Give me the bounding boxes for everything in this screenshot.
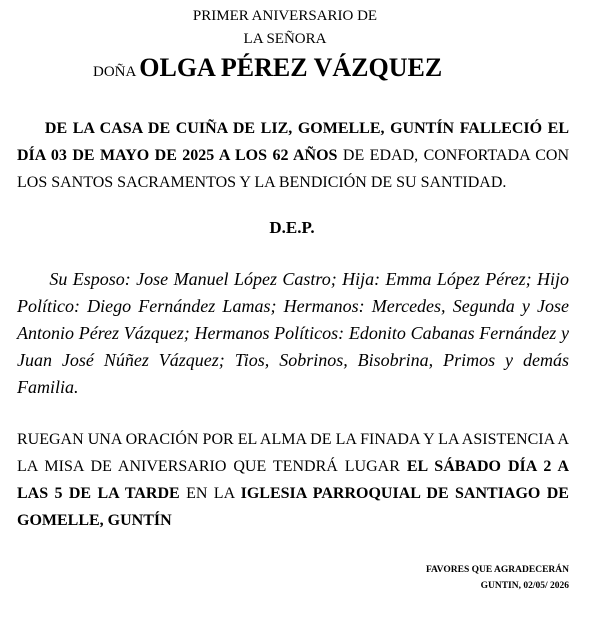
mass-location: IGLESIA PARROQUIAL DE SANTIAGO DE GOMELLE, GUNTÍN <box>17 485 569 529</box>
deceased-name: OLGA PÉREZ VÁZQUEZ <box>139 53 443 82</box>
family-text: Su Esposo: Jose Manuel López Castro; Hija: Emma López Pérez; Hijo Político: Diego Fernández Lamas; Hermanos: Mercedes, Segunda y Jose Antonio Pérez Vázquez; Hermanos Políticos: Edonito Cabanas Fernández y Juan José Núñez Vázquez; Tios, Sobrinos, Bisobrina, Primos y demás Familia. <box>17 269 569 397</box>
footer-place-date: GUNTIN, 02/05/ 2026 <box>480 581 569 591</box>
dep-heading: D.E.P. <box>269 218 315 237</box>
family-paragraph <box>17 266 569 401</box>
request-text-2: EN LA <box>179 485 241 502</box>
intro-paragraph <box>17 115 569 196</box>
name-prefix: DOÑA <box>93 64 140 80</box>
intro-regular-text: DE EDAD, CONFORTADA CON LOS SANTOS SACRAMENTOS Y LA BENDICIÓN DE SU SANTIDAD. <box>17 147 570 191</box>
header-line-2: LA SEÑORA <box>243 31 327 47</box>
request-text-1: RUEGAN UNA ORACIÓN POR EL ALMA DE LA FINADA Y LA ASISTENCIA A LA MISA DE ANIVERSARIO QUE TENDRÁ LUGAR <box>17 431 569 475</box>
request-paragraph <box>17 426 569 534</box>
footer-thanks: FAVORES QUE AGRADECERÁN <box>425 565 569 575</box>
intro-bold-text: DE LA CASA DE CUIÑA DE LIZ, GOMELLE, GUNTÍN FALLECIÓ EL DÍA 03 DE MAYO DE 2025 A LOS 62 AÑOS <box>17 120 570 164</box>
deceased-name-line <box>93 53 442 83</box>
mass-date-time: EL SÁBADO DÍA 2 A LAS 5 DE LA TARDE <box>17 458 570 502</box>
header-line-1: PRIMER ANIVERSARIO DE <box>192 8 378 24</box>
